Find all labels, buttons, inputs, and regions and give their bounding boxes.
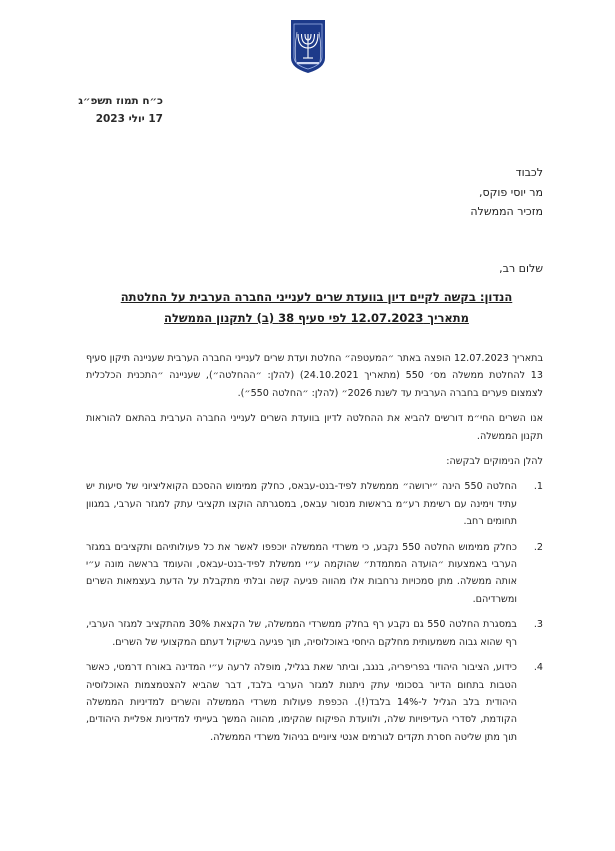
list-item-text: החלטה 550 הינה ״ירושה״ מממשלת לפיד-בנט-עבאס, כחלק ממימוש ההסכם הקואליציוני של סיעות יש עתיד וימינה עם רשימת רע״מ בראשות מנסור עבאס, במסגרתה הוקצו תקציבי עתק למגזר הערבי, במגוון תחומים רחב.: [86, 481, 517, 528]
subject-heading: [90, 287, 543, 329]
list-item-number: 1.: [533, 481, 543, 493]
reasons-list: [86, 478, 543, 746]
date-block: [78, 92, 163, 128]
menorah-emblem-icon: [288, 18, 328, 74]
addressee-block: [470, 163, 543, 222]
list-item: [86, 539, 543, 609]
reasons-intro: להלן הנימוקים לבקשה:: [446, 456, 543, 468]
addressee-title: מזכיר הממשלה: [470, 205, 543, 218]
list-item-text: כידוע, הציבור היהודי בפריפריה, בנגב, וביתר שאת בגליל, מופלה לרעה ע״י המדינה באורח דרמטי, כאשר הטבות בתחום הדיור בסכומי עתק ניתנות למגזר הערבי בלבד, דבר שהביא להצטמצמות האוכלוסיה היהודית בלב הגליל ל-14% בלבד(!). הכפפת פעולות משרדי הממשלה והשרים למדיניות הממשלה הקודמת, לסדרי העדיפויות שלה, ולוועדת הפיקוח שהקימו, מהווה המשך בעייתי למדיניות אפליית היהודים, תוך מתן שליטה חסרת תקדים לגורמים אנטי ציוניים בניהול משרדי הממשלה.: [86, 662, 517, 743]
list-item-text: במסגרת החלטה 550 גם נקבע רף בחלק ממשרדי הממשלה, של הקצאת 30% מהתקציב למגזר הערבי, רף שהוא גבוה משמעותית מחלקם היחסי באוכלוסיה, תוך פגיעה בשיקול דעתם המקצועי של השרים.: [86, 619, 517, 648]
subject-line-2: מתאריך 12.07.2023 לפי סעיף 38 (ב) לתקנון הממשלה: [164, 311, 469, 325]
list-item-text: כחלק ממימוש החלטה 550 נקבע, כי משרדי הממשלה יוכפפו לאשר את כל פעולותיהם ותקציבים במגזר הערבי באמצעות ״הועדה המתמדת״ שהוקמה ע״י ממשלת לפיד-בנט-עבאס, והעומד בראשה מונה ע״י אותה ממשלה. מתן סמכויות נרחבות אלו מהווה פגיעה קשה ובלתי מתקבלת על הדעת בעצמאות השרים ומשרדיהם.: [86, 541, 517, 605]
addressee-name: מר יוסי פוקס,: [478, 185, 543, 199]
request-paragraph: אנו השרים החי״מ דורשים להביא את ההחלטה לדיון בוועדת השרים לענייני החברה הערבית בהתאם להוראות תקנון הממשלה.: [86, 413, 543, 442]
list-item-number: 2.: [533, 541, 543, 553]
subject-line-1: הנדון: בקשה לקיים דיון בוועדת שרים לענייני החברה הערבית על החלטתה: [120, 290, 513, 304]
list-item: [86, 659, 543, 746]
greeting: שלום רב,: [499, 262, 543, 275]
intro-paragraph: בתאריך 12.07.2023 הופצה באתר ״המעטפה״ החלטת ועדת שרים לענייני החברה הערבית שעניינה תיקון סעיף 13 להחלטת ממשלה מס׳ 550 (מתאריך 24.10.2021) (להלן: ״ההחלטה״), שעניינה ״התכנית הכלכלית לצמצום פערים בחברה הערבית עד לשנת 2026״ (להלן: ״החלטה 550״).: [86, 353, 544, 399]
hebrew-date: כ״ח תמוז תשפ״ג: [78, 95, 163, 107]
list-item: [86, 478, 543, 530]
list-item-number: 3.: [533, 619, 543, 631]
gregorian-date: 17 יולי 2023: [95, 113, 163, 125]
addressee-honorific: לכבוד: [515, 166, 543, 179]
list-item: [86, 616, 543, 651]
list-item-number: 4.: [533, 662, 543, 674]
letter-body: [86, 350, 543, 754]
